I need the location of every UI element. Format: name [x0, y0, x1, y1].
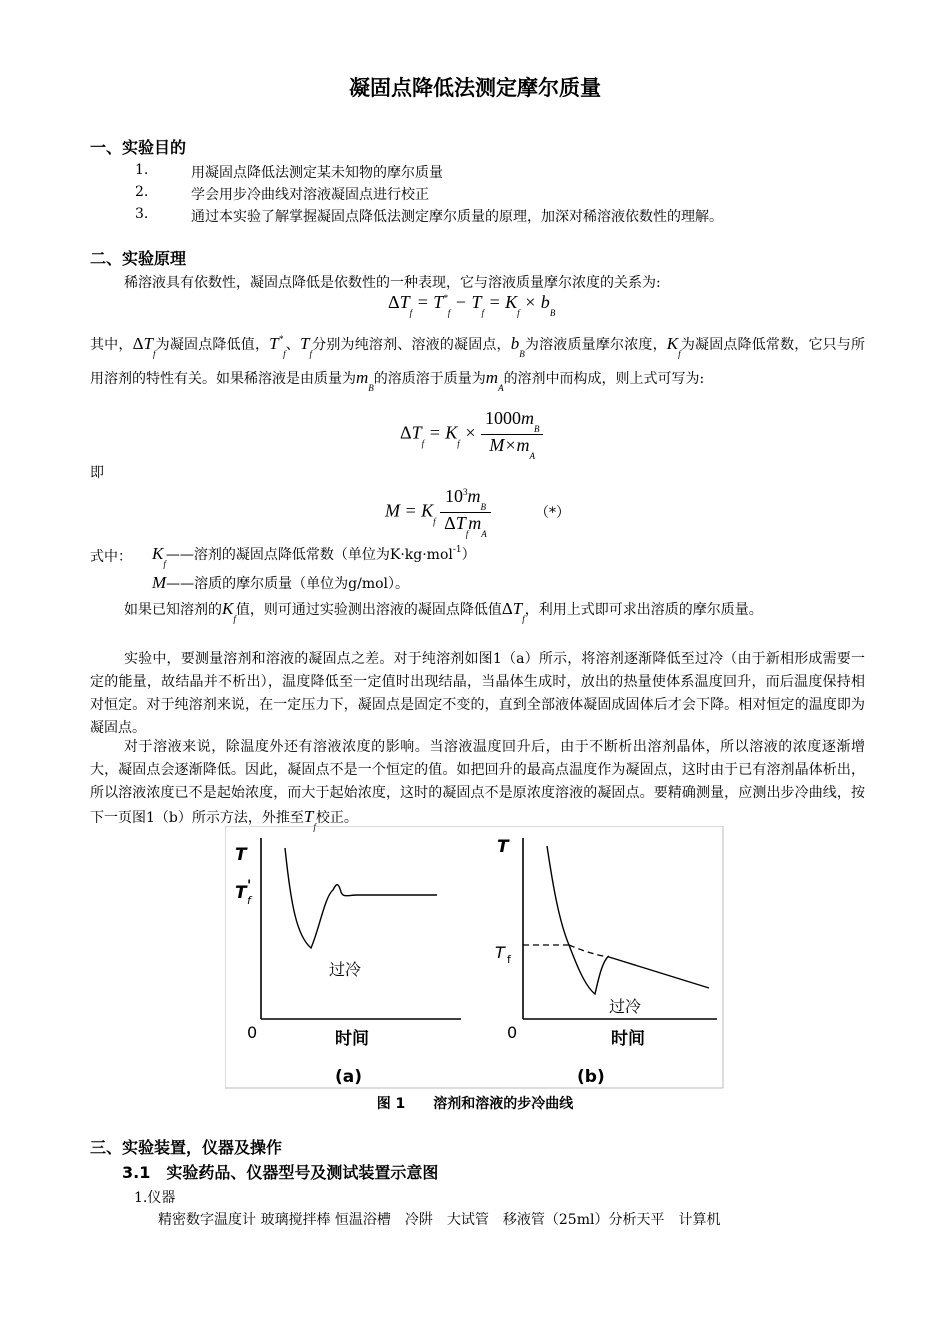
figure-caption: 图 1 溶剂和溶液的步冷曲线	[376, 1096, 574, 1112]
panel-a	[235, 838, 461, 1087]
list-text: 用凝固点降低法测定某未知物的摩尔质量	[191, 165, 443, 181]
panel-a-x-label: 时间	[335, 1029, 369, 1049]
solution-paragraph: 对于溶液来说，除温度外还有溶液浓度的影响。当溶液温度回升后，由于不断析出溶剂晶体，所以溶液的浓度逐渐增大，凝固点会逐渐降低。因此，凝固点不是一个恒定的值。如把回升的最高点温度作为凝固点，这时由于已有溶剂晶体析出，所以溶液浓度已不是起始浓度，而大于起始浓度，这时的凝固点不是原浓度溶液的凝固点。要精确测量，应测出步冷曲线，按下一页图1（b）所示方法，外推至$T_f$校正。	[90, 739, 865, 832]
page-title: 凝固点降低法测定摩尔质量	[349, 76, 601, 100]
instrument-label: 1.仪器	[134, 1190, 176, 1206]
section-heading-objectives: 一、实验目的	[90, 138, 187, 157]
equation-star-label: （*）	[535, 505, 570, 521]
def-kf: $K_f——$溶剂的凝固点降低常数（单位为K·kg·mol$^{-1}$）	[152, 544, 476, 569]
subsection-heading: 3.1 实验药品、仪器型号及测试装置示意图	[122, 1163, 439, 1182]
panel-a-cooling-curve	[285, 848, 437, 948]
equation-molar-mass: $M = K_f$ $\frac{10^3m_B}{\Delta T_fm_A}$	[385, 486, 491, 539]
list-number: 2.	[135, 184, 149, 200]
known-paragraph: 如果已知溶剂的$K_f$值，则可通过实验测出溶液的凝固点降低值$\Delta T_f$，利用上式即可求出溶质的摩尔质量。	[124, 599, 763, 624]
panel-b-x-label: 时间	[611, 1029, 645, 1049]
panel-a-tf-prime: '	[247, 878, 252, 894]
defs-label: 式中：	[90, 549, 132, 565]
panel-b-tag: (b)	[577, 1067, 605, 1087]
panel-a-tf-label: T	[235, 883, 247, 903]
panel-a-tag: (a)	[335, 1067, 363, 1087]
section-heading-apparatus: 三、实验装置，仪器及操作	[90, 1138, 283, 1157]
intro-paragraph: 稀溶液具有依数性，凝固点降低是依数性的一种表现，它与溶液质量摩尔浓度的关系为:	[124, 275, 661, 291]
panel-b-freezing-line	[609, 957, 709, 988]
panel-a-tf-sub: f	[247, 894, 251, 907]
panel-b-y-label: T	[497, 837, 509, 857]
section-heading-principle: 二、实验原理	[90, 249, 187, 268]
panel-a-supercool-label: 过冷	[329, 960, 362, 979]
list-text: 学会用步冷曲线对溶液凝固点进行校正	[191, 187, 429, 203]
list-number: 1.	[135, 162, 149, 178]
panel-b-supercool-label: 过冷	[609, 997, 642, 1016]
figure-border	[225, 826, 723, 1088]
panel-b-tf-label: T	[495, 943, 505, 962]
def-m: M——溶质的摩尔质量（单位为g/mol）。	[152, 573, 410, 592]
panel-a-origin: 0	[247, 1023, 258, 1042]
equation-mass-form: $\Delta T_f = K_f$ × $\frac{1000m_B}{M\times m_A}$	[400, 408, 543, 461]
ji-label: 即	[90, 465, 104, 481]
solvent-paragraph: 实验中，要测量溶剂和溶液的凝固点之差。对于纯溶剂如图1（a）所示，将溶剂逐渐降低至过冷（由于新相形成需要一定的能量，故结晶并不析出），温度降低至一定值时出现结晶，当晶体生成时，放出的热量使体系温度回升，而后温度保持相对恒定。对于纯溶剂来说，在一定压力下，凝固点是固定不变的，直到全部液体凝固成固体后才会下降。相对恒定的温度即为凝固点。	[90, 651, 865, 736]
panel-b	[495, 837, 717, 1087]
panel-b-origin: 0	[507, 1023, 518, 1042]
cooling-curves-figure	[225, 826, 725, 1090]
list-text: 通过本实验了解掌握凝固点降低法测定摩尔质量的原理，加深对稀溶液依数性的理解。	[191, 209, 723, 225]
instrument-list: 精密数字温度计 玻璃搅拌棒 恒温浴槽 冷阱 大试管 移液管（25ml）分析天平 计算机	[158, 1212, 721, 1228]
panel-a-y-label: T	[235, 845, 247, 865]
list-number: 3.	[135, 206, 149, 222]
panel-b-tf-sub: f	[507, 953, 511, 966]
equation-freezing-depression: $\Delta T_f = T^*_f - T_f = K_f \times b_B$	[388, 292, 556, 318]
definitions-paragraph: 其中，$\Delta T_f$为凝固点降低值，$T^*_f$、$T_f$分别为纯溶剂、溶液的凝固点，$b_B$为溶液质量摩尔浓度，$K_f$为凝固点降低常数，它只与所用溶剂的特性有关。如果稀溶液是由质量为$m_B$的溶质溶于质量为$m_A$的溶剂中而构成，则上式可写为:	[90, 334, 866, 393]
panel-b-cooling-curve	[547, 846, 609, 994]
panel-b-extrapolation-curve	[569, 945, 609, 957]
